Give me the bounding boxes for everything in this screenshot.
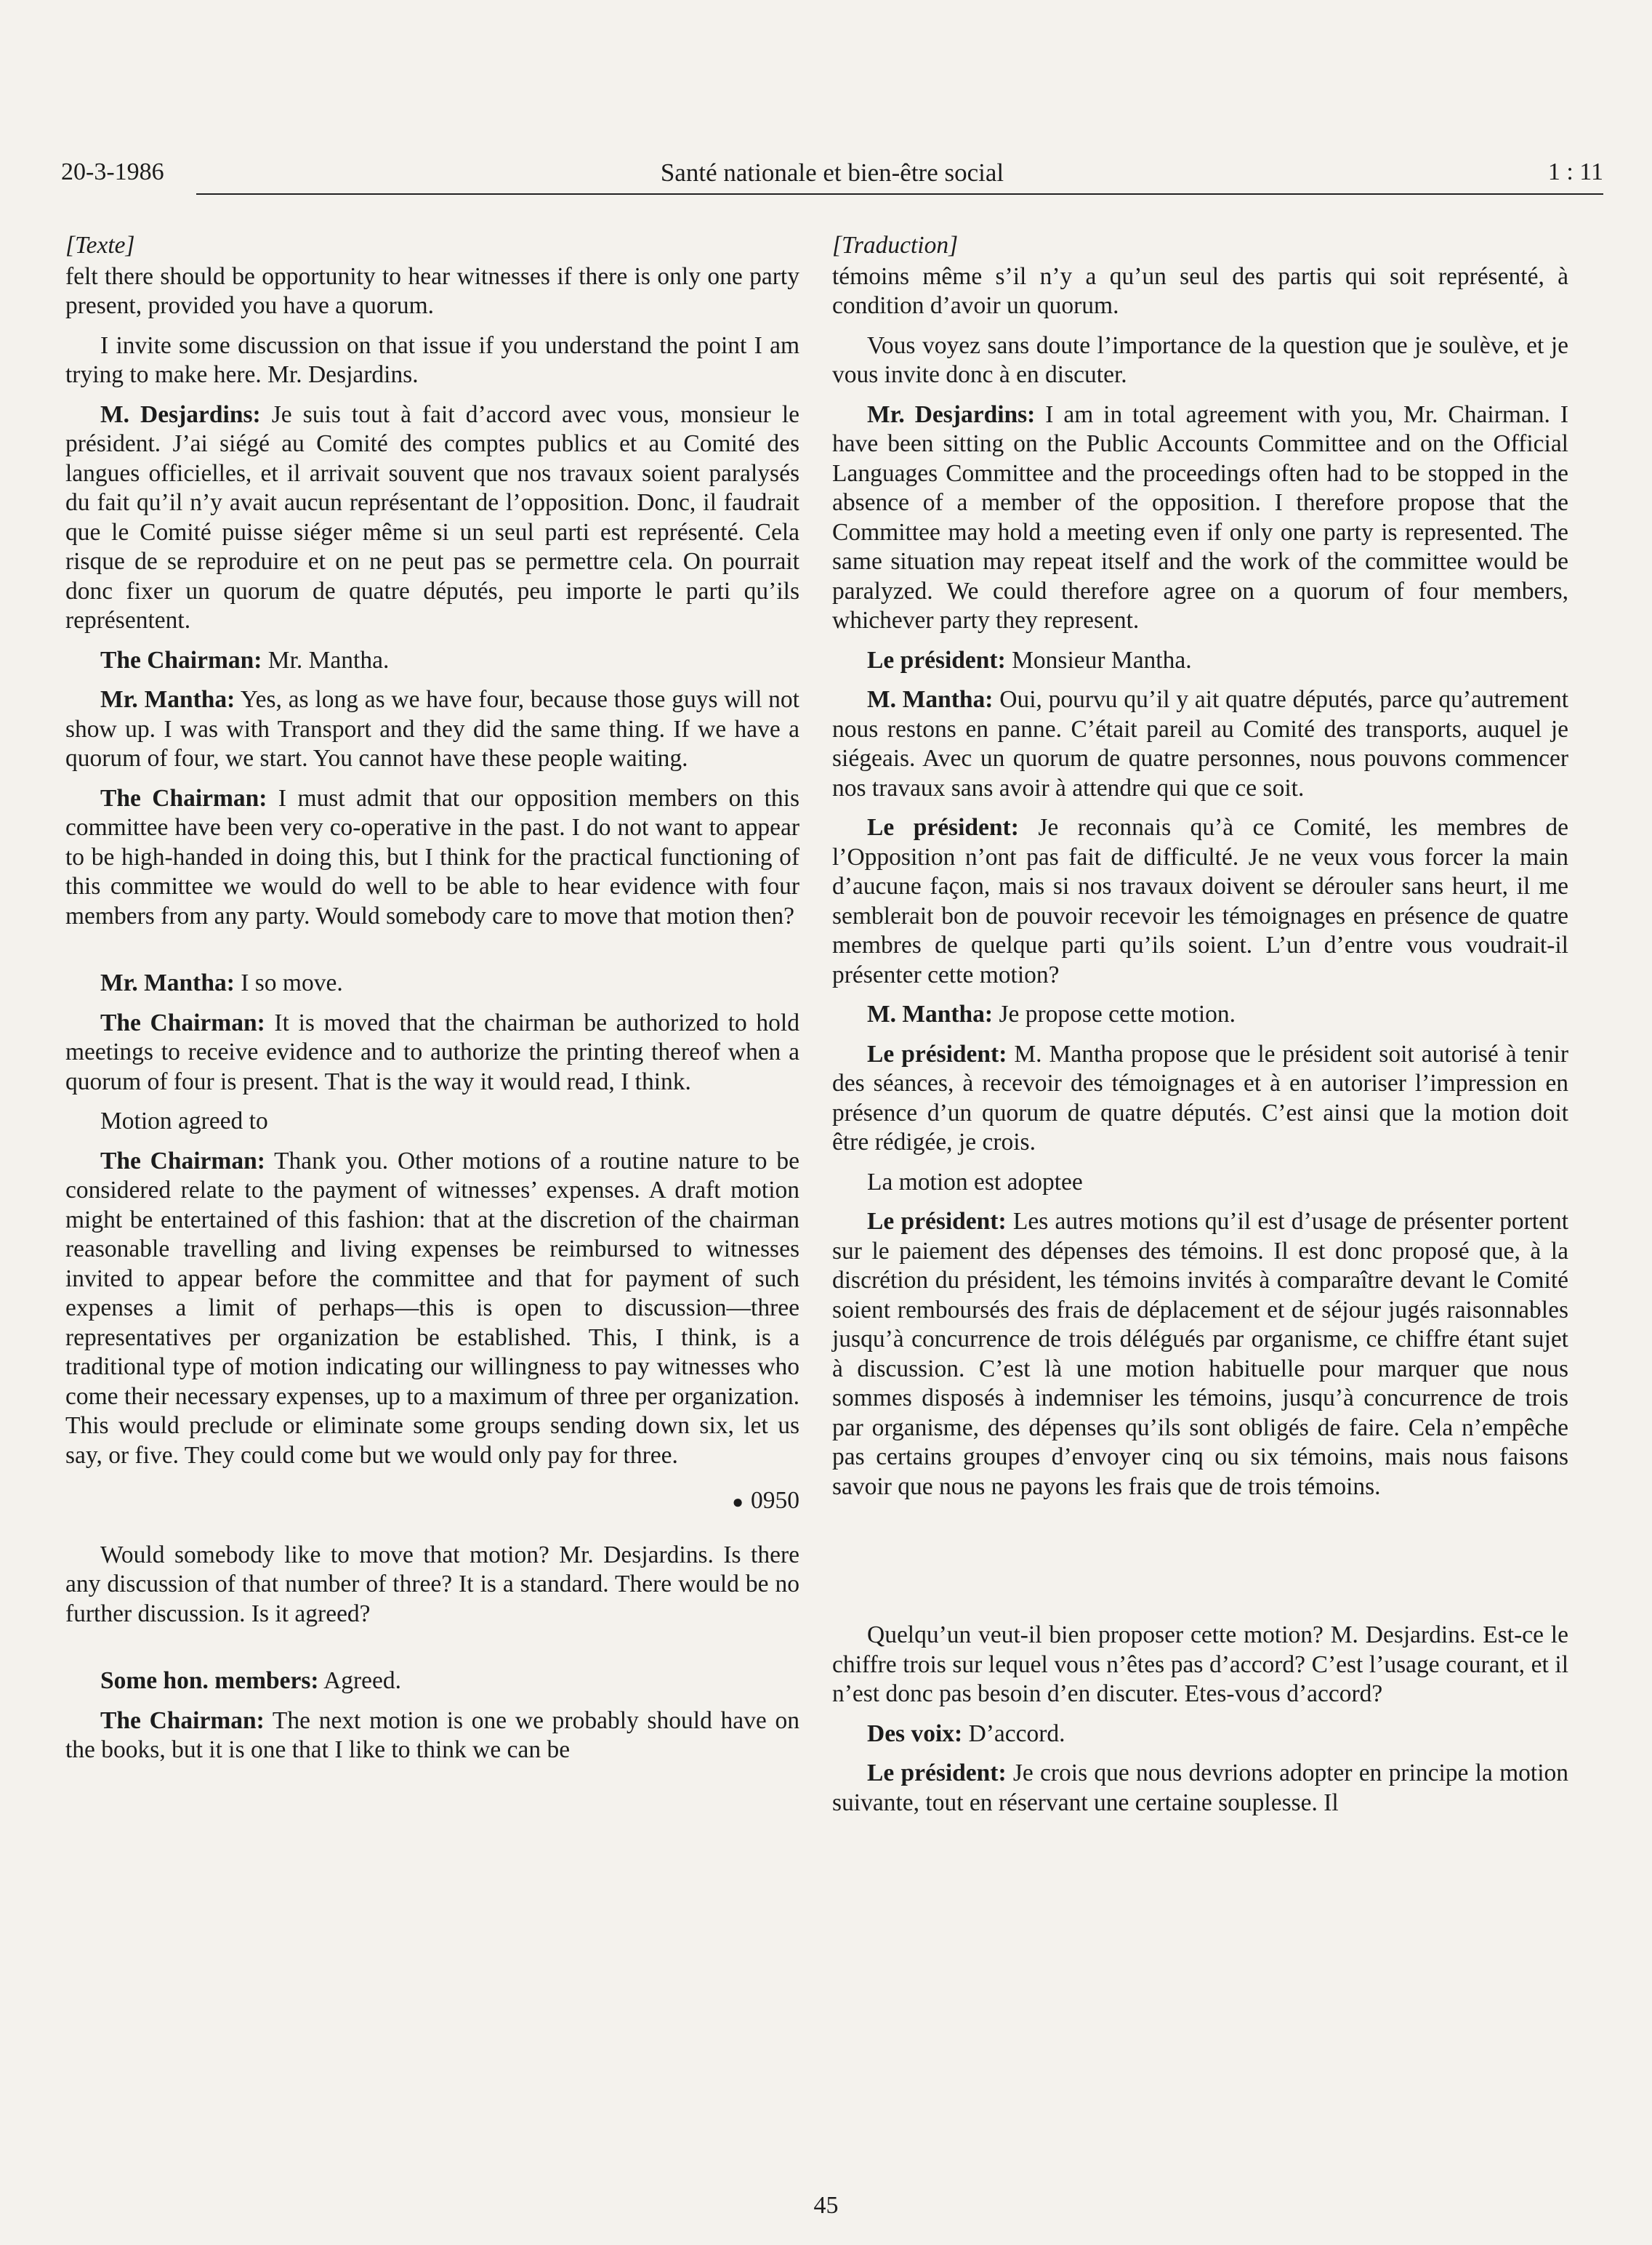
paragraph: The Chairman: It is moved that the chairman be authorized to hold meetings to receive evidence and to authorize the printing thereof when a quorum of four is present. That is the way it would read, I think. [65, 1009, 799, 1095]
speaker-name: M. Mantha: [867, 1001, 994, 1028]
paragraph: M. Mantha: Je propose cette motion. [867, 1001, 1236, 1028]
speaker-name: Mr. Desjardins: [867, 400, 1036, 428]
speaker-name: M. Mantha: [867, 686, 994, 713]
spacer [65, 941, 799, 969]
paragraph: The Chairman: Mr. Mantha. [100, 646, 390, 674]
page-number: 45 [813, 2192, 839, 2219]
paragraph: Some hon. members: Agreed. [100, 1667, 402, 1695]
header-title: Santé nationale et bien-être social [660, 158, 1004, 187]
paragraph: M. Desjardins: Je suis tout à fait d’accord avec vous, monsieur le président. J’ai siégé au Comité des comptes publics et au Comité des langues officielles, et il arrivait souvent que nos travaux soient paralysés du fait qu’il n’y avait aucun représentant de l’opposition. Donc, il faudrait que le Comité puisse siéger même si un seul parti est représenté. Cela risque de se reproduire et on ne peut pas se permettre cela. On pourrait donc fixer un quorum de quatre députés, peu importe le parti qu’ils représentent. [65, 400, 800, 634]
paragraph: Le président: Les autres motions qu’il est d’usage de présenter portent sur le paiement des dépenses des témoins. Il est donc proposé que, à la discrétion du président, les témoins invités à comparaître devant le Comité soient remboursés des frais de déplacement et de séjour jugés raisonnables jusqu’à concurrence de trois délégués par organisme, ce chiffre étant sujet à discussion. C’est là une motion habituelle pour marquer que nous sommes disposés à indemniser les témoins, jusqu’à concurrence de trois par organisme, des dépenses qu’ils sont obligés de faire. Cela n’empêche pas certains groupes d’envoyer cinq ou six témoins, mais nous faisons savoir que nous ne payons les frais que de trois témoins. [832, 1208, 1568, 1500]
paragraph: Mr. Mantha: I so move. [100, 970, 343, 996]
speaker-name: Mr. Mantha: [100, 970, 235, 996]
paragraph: Quelqu’un veut-il bien proposer cette motion? M. Desjardins. Est-ce le chiffre trois sur lequel vous n’êtes pas d’accord? C’est l’usage courant, et il n’est donc pas besoin d’en discuter. Etes-vous d’accord? [832, 1621, 1568, 1707]
speaker-name: The Chairman: [100, 1147, 265, 1174]
speaker-name: Mr. Mantha: [100, 686, 235, 713]
speaker-name: Le président: [867, 1040, 1007, 1068]
paragraph: Le président: Je reconnais qu’à ce Comité, les membres de l’Opposition n’ont pas fait de difficulté. Je ne veux vous forcer la main d’aucune façon, mais si nos travaux doivent se dérouler sans heurt, il me semblerait bon de pouvoir recevoir les témoignages en présence de quatre membres de quelque parti qu’ils soient. L’un d’entre vous voudrait-il présenter cette motion? [832, 814, 1569, 988]
paragraph: The Chairman: Thank you. Other motions of a routine nature to be considered relate to the payment of witnesses’ expenses. A draft motion might be entertained of this fashion: that at the discretion of the chairman reasonable travelling and living expenses be reimbursed to witnesses invited to appear before the committee and that for payment of such expenses a limit of perhaps—this is open to discussion—three representatives per organization be established. This, I think, is a traditional type of motion indicating our willingness to pay witnesses who come their necessary expenses, up to a maximum of three per organization. This would preclude or eliminate some groups sending down six, let us say, or five. They could come but we would only pay for three. [65, 1147, 799, 1469]
motion-note: Motion agreed to [100, 1108, 268, 1134]
paragraph: M. Mantha: Oui, pourvu qu’il y ait quatre députés, parce qu’autrement nous restons en panne. C’était pareil au Comité des transports, auquel je siégeais. Avec un quorum de quatre personnes, nous pouvons commencer nos travaux sans avoir à attendre qui que ce soit. [832, 686, 1569, 802]
right-column-label: [Traduction] [832, 232, 959, 259]
left-column-label: [Texte] [65, 232, 135, 259]
speaker-name: The Chairman: [100, 1009, 265, 1036]
paragraph: Des voix: D’accord. [867, 1720, 1065, 1747]
speaker-name: Des voix: [867, 1720, 963, 1747]
paragraph: Mr. Desjardins: I am in total agreement with you, Mr. Chairman. I have been sitting on the Public Accounts Committee and on the Official Languages Committee and the proceedings often had to be stopped in the absence of a member of the opposition. I therefore propose that the Committee may hold a meeting even if only one party is represented. The same situation may repeat itself and the work of the committee would be paralyzed. We could therefore agree on a quorum of four members, whichever party they represent. [832, 400, 1568, 634]
header-page-ref: 1 : 11 [1547, 158, 1603, 185]
paragraph: I invite some discussion on that issue if you understand the point I am trying to make here. Mr. Desjardins. [65, 331, 799, 388]
header-date: 20-3-1986 [61, 158, 164, 185]
motion-note: La motion est adoptee [867, 1168, 1083, 1196]
time-stamp: ● 0950 [732, 1487, 799, 1514]
paragraph: Would somebody like to move that motion? Mr. Desjardins. Is there any discussion of that number of three? It is a standard. There would be no further discussion. Is it agreed? [65, 1541, 799, 1627]
speaker-name: The Chairman: [100, 784, 267, 812]
header-rule [196, 193, 1603, 195]
running-header [61, 158, 1603, 195]
paragraph: The Chairman: I must admit that our opposition members on this committee have been very co-operative in the past. I do not want to appear to be high-handed in doing this, but I think for the practical functioning of this committee we would do well to be able to hear evidence with four members from any party. Would somebody care to move that motion then? [65, 784, 799, 930]
speaker-name: Le président: [867, 1760, 1007, 1786]
spacer [832, 1512, 1568, 1621]
speaker-name: The Chairman: [100, 1706, 265, 1734]
speaker-name: Le président: [867, 814, 1019, 841]
paragraph: Le président: Je crois que nous devrions adopter en principe la motion suivante, tout en réservant une certaine souplesse. Il [832, 1760, 1568, 1816]
speaker-name: The Chairman: [100, 646, 262, 674]
speaker-name: M. Desjardins: [100, 400, 261, 428]
paragraph: Mr. Mantha: Yes, as long as we have four, because those guys will not show up. I was with Transport and they did the same thing. If we have a quorum of four, we start. You cannot have these people waiting. [65, 686, 799, 772]
paragraph: témoins même s’il n’y a qu’un seul des partis qui soit représenté, à condition d’avoir un quorum. [832, 262, 1568, 319]
paragraph: Le président: Monsieur Mantha. [867, 646, 1192, 674]
spacer [65, 1639, 799, 1666]
paragraph: Vous voyez sans doute l’importance de la question que je soulève, et je vous invite donc à en discuter. [832, 331, 1568, 388]
right-column [832, 231, 1568, 1828]
speaker-name: Le président: [867, 646, 1006, 674]
speaker-name: Le président: [867, 1208, 1007, 1235]
speaker-name: Some hon. members: [100, 1667, 319, 1695]
paragraph: felt there should be opportunity to hear witnesses if there is only one party present, provided you have a quorum. [65, 262, 799, 319]
left-column [65, 231, 799, 1776]
bullet-icon: ● [732, 1491, 744, 1513]
paragraph: The Chairman: The next motion is one we probably should have on the books, but it is one that I like to think we can be [65, 1706, 799, 1764]
paragraph: Le président: M. Mantha propose que le président soit autorisé à tenir des séances, à recevoir des témoignages et à en autoriser l’impression en présence d’un quorum de quatre députés. C’est ainsi que la motion doit être rédigée, je crois. [832, 1040, 1569, 1156]
